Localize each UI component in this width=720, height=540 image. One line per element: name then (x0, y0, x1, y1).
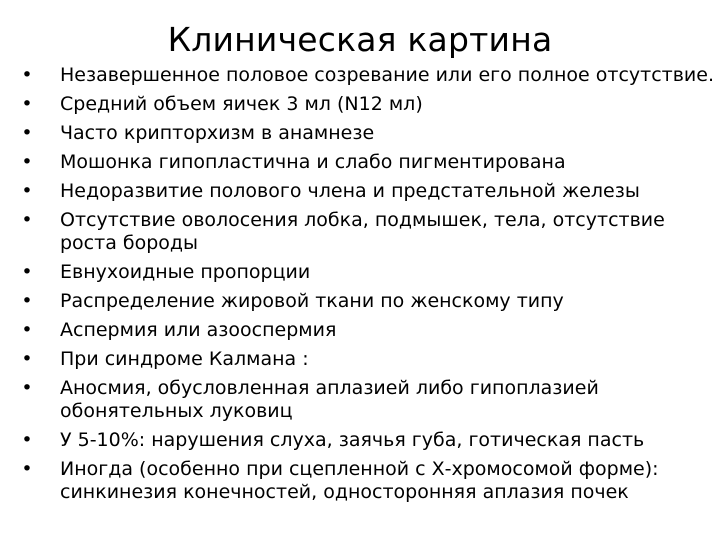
bullet-icon: • (21, 151, 33, 173)
bullet-text: Средний объем яичек 3 мл (N12 мл) (60, 93, 423, 115)
bullet-text: Недоразвитие полового члена и предстательной железы (60, 180, 640, 202)
bullet-text: Евнухоидные пропорции (60, 261, 311, 283)
bullet-item (20, 319, 716, 342)
bullet-text: Распределение жировой ткани по женскому типу (60, 290, 564, 312)
bullet-item (20, 348, 716, 371)
bullet-item (20, 151, 716, 174)
bullet-item (20, 122, 716, 145)
bullet-icon: • (21, 261, 33, 283)
bullet-text: Аспермия или азооспермия (60, 319, 337, 341)
bullet-icon: • (21, 180, 33, 202)
bullet-icon: • (21, 319, 33, 341)
bullet-item (20, 93, 716, 116)
slide-title: Клиническая картина (167, 20, 553, 59)
bullet-text: Мошонка гипопластична и слабо пигментирована (60, 151, 566, 173)
bullet-item (20, 458, 716, 504)
bullet-text: При синдроме Калмана : (60, 348, 309, 370)
bullet-icon: • (21, 93, 33, 115)
bullet-icon: • (21, 377, 33, 399)
bullet-text: У 5-10%: нарушения слуха, заячья губа, готическая пасть (60, 429, 645, 451)
bullet-item (20, 64, 716, 87)
bullet-icon: • (21, 290, 33, 312)
bullet-item (20, 261, 716, 284)
bullet-icon: • (21, 122, 33, 144)
bullet-icon: • (21, 348, 33, 370)
bullet-text: Аносмия, обусловленная аплазией либо гипоплазией обонятельных луковиц (60, 377, 599, 422)
bullet-text: Часто крипторхизм в анамнезе (60, 122, 375, 144)
bullet-text: Иногда (особенно при сцепленной с Х-хромосомой форме): синкинезия конечностей, односторонняя аплазия почек (60, 458, 659, 503)
bullet-icon: • (21, 429, 33, 451)
bullet-item (20, 290, 716, 313)
bullet-item (20, 429, 716, 452)
bullet-icon: • (21, 458, 33, 480)
bullet-item (20, 180, 716, 203)
bullet-text: Незавершенное половое созревание или его полное отсутствие. (60, 64, 714, 86)
bullet-icon: • (21, 64, 33, 86)
bullet-item (20, 209, 716, 255)
bullet-list (20, 64, 716, 510)
bullet-text: Отсутствие оволосения лобка, подмышек, тела, отсутствие роста бороды (60, 209, 665, 254)
bullet-item (20, 377, 716, 423)
bullet-icon: • (21, 209, 33, 231)
